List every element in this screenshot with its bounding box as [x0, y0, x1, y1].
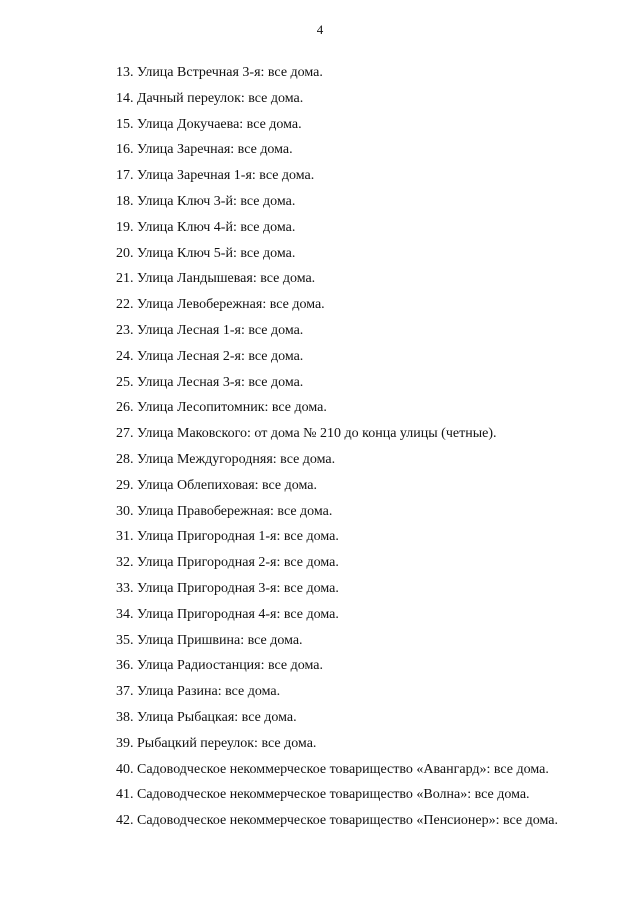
list-item: 23. Улица Лесная 1-я: все дома. — [116, 322, 304, 338]
list-item: 40. Садоводческое некоммерческое товарищество «Авангард»: все дома. — [116, 761, 549, 777]
list-item: 16. Улица Заречная: все дома. — [116, 142, 293, 158]
list-item: 21. Улица Ландышевая: все дома. — [116, 271, 316, 287]
list-item: 17. Улица Заречная 1-я: все дома. — [116, 168, 315, 184]
list-item: 15. Улица Докучаева: все дома. — [116, 116, 302, 132]
list-item: 42. Садоводческое некоммерческое товарищество «Пенсионер»: все дома. — [116, 813, 558, 829]
list-item: 20. Улица Ключ 5-й: все дома. — [116, 245, 296, 261]
list-item: 28. Улица Междугородняя: все дома. — [116, 451, 336, 467]
list-item: 24. Улица Лесная 2-я: все дома. — [116, 348, 304, 364]
list-item: 22. Улица Левобережная: все дома. — [116, 297, 325, 313]
list-item: 34. Улица Пригородная 4-я: все дома. — [116, 606, 339, 622]
list-item: 29. Улица Облепиховая: все дома. — [116, 477, 317, 493]
list-item: 32. Улица Пригородная 2-я: все дома. — [116, 555, 339, 571]
page-number: 4 — [316, 22, 324, 37]
list-item: 14. Дачный переулок: все дома. — [116, 90, 304, 106]
list-item: 39. Рыбацкий переулок: все дома. — [116, 735, 317, 751]
list-item: 33. Улица Пригородная 3-я: все дома. — [116, 580, 339, 596]
list-item: 36. Улица Радиостанция: все дома. — [116, 658, 323, 674]
list-item: 38. Улица Рыбацкая: все дома. — [116, 709, 297, 725]
list-item: 35. Улица Пришвина: все дома. — [116, 632, 303, 648]
list-item: 25. Улица Лесная 3-я: все дома. — [116, 374, 304, 390]
list-item: 27. Улица Маковского: от дома № 210 до конца улицы (четные). — [116, 426, 497, 442]
list-item: 18. Улица Ключ 3-й: все дома. — [116, 193, 296, 209]
list-item: 37. Улица Разина: все дома. — [116, 684, 281, 700]
list-item: 19. Улица Ключ 4-й: все дома. — [116, 219, 296, 235]
list-item: 31. Улица Пригородная 1-я: все дома. — [116, 529, 339, 545]
address-list — [116, 60, 616, 834]
list-item: 26. Улица Лесопитомник: все дома. — [116, 400, 327, 416]
list-item: 13. Улица Встречная 3-я: все дома. — [116, 65, 323, 80]
list-item: 41. Садоводческое некоммерческое товарищество «Волна»: все дома. — [116, 787, 530, 803]
list-item: 30. Улица Правобережная: все дома. — [116, 503, 333, 519]
